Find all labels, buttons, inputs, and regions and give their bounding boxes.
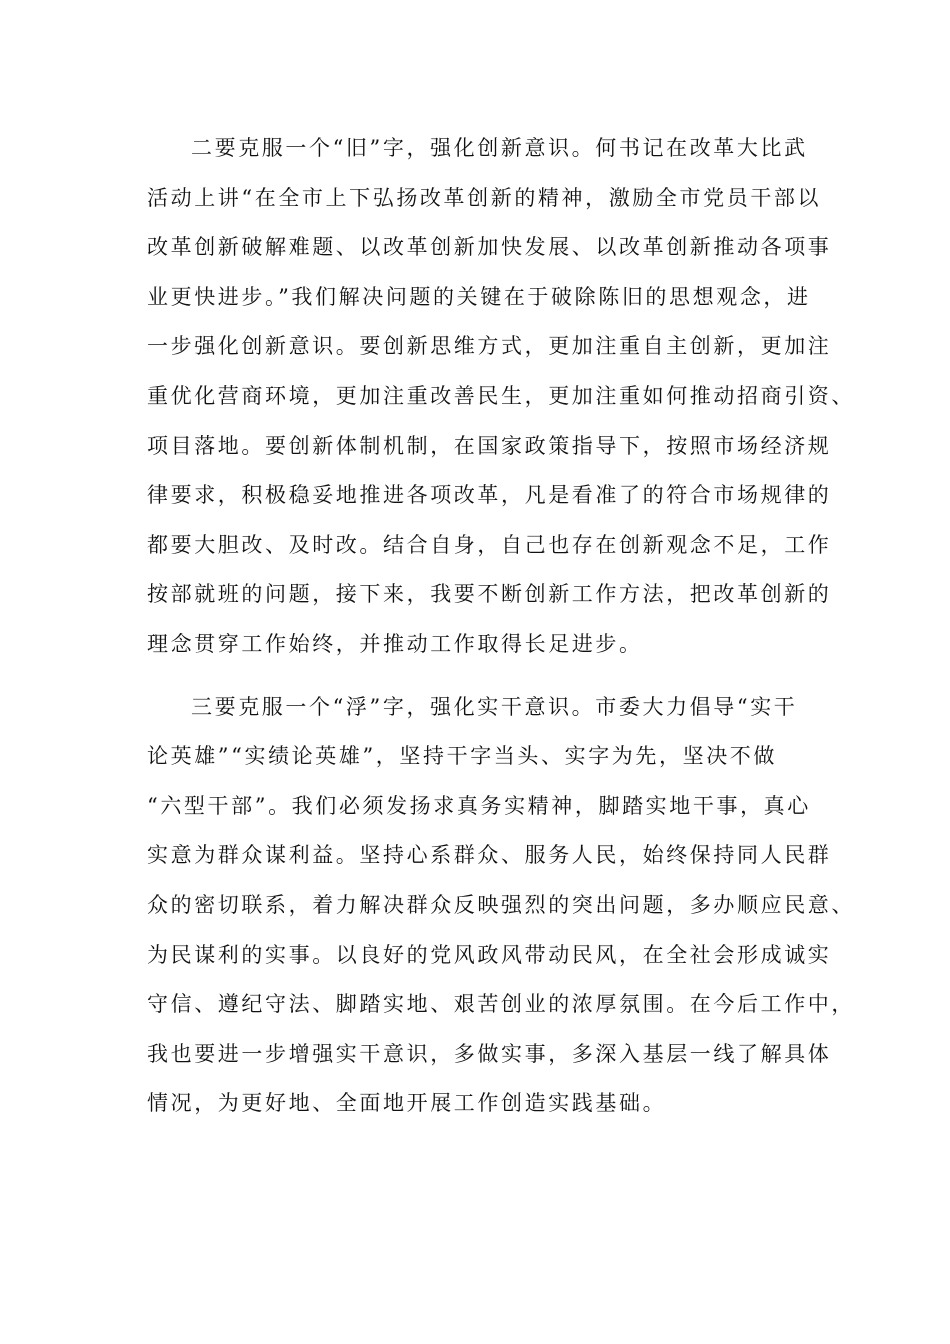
paragraph-line: 重优化营商环境，更加注重改善民生，更加注重如何推动招商引资、 — [147, 383, 855, 408]
paragraph-line: 为民谋利的实事。以良好的党风政风带动民风，在全社会形成诚实 — [147, 942, 832, 967]
paragraph-line: 活动上讲“在全市上下弘扬改革创新的精神，激励全市党员干部以 — [147, 185, 822, 210]
paragraph-practical — [147, 683, 855, 1129]
paragraph-line: 情况，为更好地、全面地开展工作创造实践基础。 — [147, 1091, 667, 1116]
paragraph-line: 项目落地。要创新体制机制，在国家政策指导下，按照市场经济规 — [147, 433, 832, 458]
paragraph-line: 论英雄”“实绩论英雄”，坚持干字当头、实字为先，坚决不做 — [147, 744, 778, 769]
paragraph-line: 实意为群众谋利益。坚持心系群众、服务人民，始终保持同人民群 — [147, 843, 832, 868]
paragraph-line: 改革创新破解难题、以改革创新加快发展、以改革创新推动各项事 — [147, 235, 832, 260]
paragraph-spacer — [147, 670, 823, 683]
paragraph-line: 二要克服一个“旧”字，强化创新意识。何书记在改革大比武 — [191, 136, 808, 160]
paragraph-line: 按部就班的问题，接下来，我要不断创新工作方法，把改革创新的 — [147, 582, 832, 607]
paragraph-line: 业更快进步。”我们解决问题的关键在于破除陈旧的思想观念，进 — [147, 284, 811, 309]
paragraph-line: 三要克服一个“浮”字，强化实干意识。市委大力倡导“实干 — [191, 694, 798, 719]
paragraph-line: 理念贯穿工作始终，并推动工作取得长足进步。 — [147, 631, 643, 656]
paragraph-line: 律要求，积极稳妥地推进各项改革，凡是看准了的符合市场规律的 — [147, 483, 832, 508]
paragraph-innovation — [147, 124, 855, 670]
paragraph-line: 守信、遵纪守法、脚踏实地、艰苦创业的浓厚氛围。在今后工作中， — [147, 992, 855, 1017]
paragraph-line: 一步强化创新意识。要创新思维方式，更加注重自主创新，更加注 — [147, 334, 832, 359]
paragraph-line: 我也要进一步增强实干意识，多做实事，多深入基层一线了解具体 — [147, 1041, 832, 1066]
paragraph-line: “六型干部”。我们必须发扬求真务实精神，脚踏实地干事，真心 — [147, 793, 811, 818]
document-body — [147, 124, 855, 1129]
paragraph-line: 众的密切联系，着力解决群众反映强烈的突出问题，多办顺应民意、 — [147, 892, 855, 917]
paragraph-line: 都要大胆改、及时改。结合自身，自己也存在创新观念不足，工作 — [147, 532, 832, 557]
